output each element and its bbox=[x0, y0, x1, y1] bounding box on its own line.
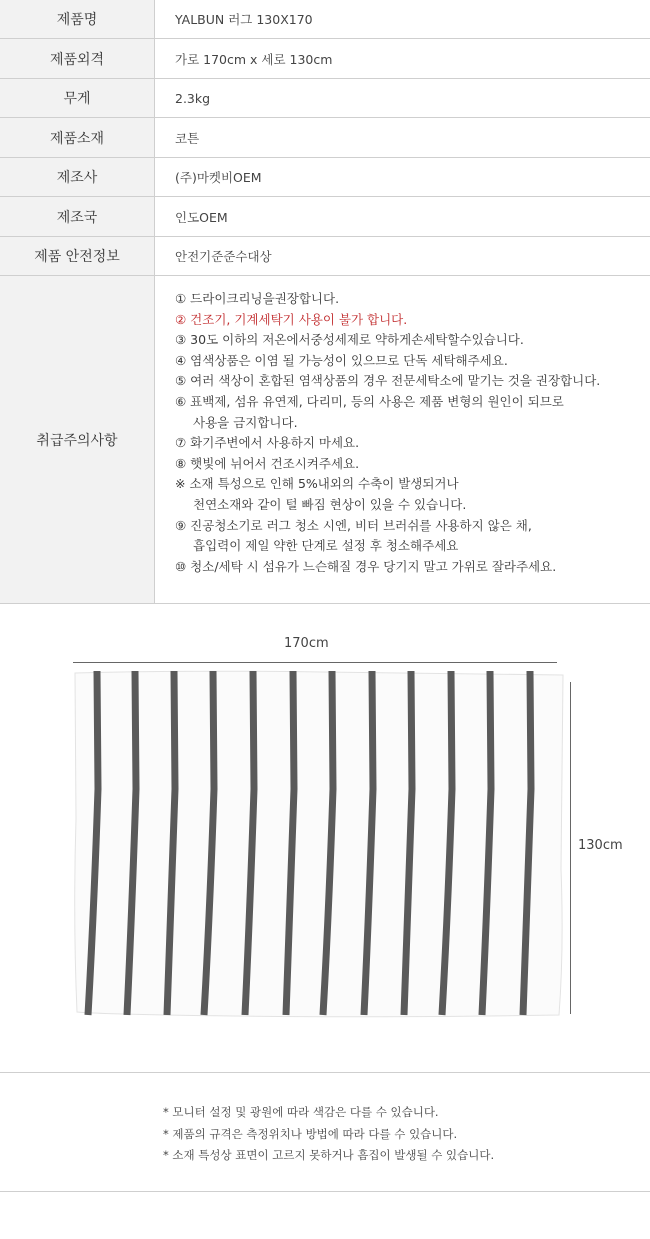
note: * 소재 특성상 표면이 고르지 못하거나 흠집이 발생될 수 있습니다. bbox=[163, 1148, 495, 1162]
care-list bbox=[155, 276, 650, 603]
care-line: 사용을 금지합니다. bbox=[193, 414, 298, 430]
care-line: ⑥ 표백제, 섬유 유연제, 다리미, 등의 사용은 제품 변형의 원인이 되므로 bbox=[175, 393, 564, 409]
care-line: 흡입력이 제일 약한 단계로 설정 후 청소해주세요 bbox=[193, 538, 459, 554]
spec-row-safety bbox=[0, 237, 650, 276]
spec-table bbox=[0, 0, 650, 604]
care-line: ④ 염색상품은 이염 될 가능성이 있으므로 단독 세탁해주세요. bbox=[175, 352, 508, 368]
care-line: ⑤ 여러 색상이 혼합된 염색상품의 경우 전문세탁소에 맡기는 것을 권장합니다. bbox=[175, 373, 601, 389]
care-line: ※ 소재 특성으로 인해 5%내외의 수축이 발생되거나 bbox=[175, 476, 459, 492]
care-line: ⑩ 청소/세탁 시 섬유가 느슨해질 경우 당기지 말고 가위로 잘라주세요. bbox=[175, 558, 557, 574]
notes-section bbox=[0, 1073, 650, 1192]
width-dimension-label: 170cm bbox=[284, 636, 329, 651]
care-line: ⑨ 진공청소기로 러그 청소 시엔, 비터 브러쉬를 사용하지 않은 채, bbox=[175, 517, 532, 533]
spec-value: 안전기준준수대상 bbox=[175, 249, 272, 264]
care-line-warning: ② 건조기, 기계세탁기 사용이 불가 합니다. bbox=[175, 311, 408, 327]
spec-label: 제품외격 bbox=[0, 39, 155, 78]
spec-label: 제조국 bbox=[0, 197, 155, 236]
spec-value: (주)마켓비OEM bbox=[175, 170, 262, 185]
width-dimension-line bbox=[73, 662, 557, 663]
spec-label: 제품명 bbox=[0, 0, 155, 38]
note: * 모니터 설정 및 광원에 따라 색감은 다를 수 있습니다. bbox=[163, 1105, 439, 1119]
height-dimension-line bbox=[570, 682, 571, 1014]
spec-value: 2.3kg bbox=[175, 90, 211, 106]
spec-row-country bbox=[0, 197, 650, 237]
spec-row-weight bbox=[0, 79, 650, 118]
spec-row-material bbox=[0, 118, 650, 158]
spec-label: 무게 bbox=[0, 79, 155, 117]
spec-row-care bbox=[0, 276, 650, 604]
spec-value: 인도OEM bbox=[175, 209, 228, 225]
note: * 제품의 규격은 측정위치나 방법에 따라 다를 수 있습니다. bbox=[163, 1127, 458, 1141]
care-line: ⑧ 햇빛에 뉘어서 건조시켜주세요. bbox=[175, 455, 360, 471]
spec-label: 제품 안전정보 bbox=[0, 237, 155, 275]
spec-label: 제품소재 bbox=[0, 118, 155, 157]
rug-image bbox=[73, 669, 565, 1019]
spec-value: YALBUN 러그 130X170 bbox=[175, 12, 313, 27]
spec-row-name bbox=[0, 0, 650, 39]
spec-label: 제조사 bbox=[0, 158, 155, 196]
spec-row-maker bbox=[0, 158, 650, 197]
care-line: ① 드라이크리닝을권장합니다. bbox=[175, 291, 340, 306]
care-line: 천연소재와 같이 털 빠짐 현상이 있을 수 있습니다. bbox=[193, 496, 467, 512]
spec-row-size bbox=[0, 39, 650, 79]
care-label: 취급주의사항 bbox=[0, 276, 155, 603]
care-line: ③ 30도 이하의 저온에서중성세제로 약하게손세탁할수있습니다. bbox=[175, 332, 524, 348]
care-line: ⑦ 화기주변에서 사용하지 마세요. bbox=[175, 435, 360, 451]
spec-value: 코튼 bbox=[175, 130, 200, 146]
height-dimension-label: 130cm bbox=[578, 838, 623, 853]
spec-value: 가로 170cm x 세로 130cm bbox=[175, 51, 333, 67]
